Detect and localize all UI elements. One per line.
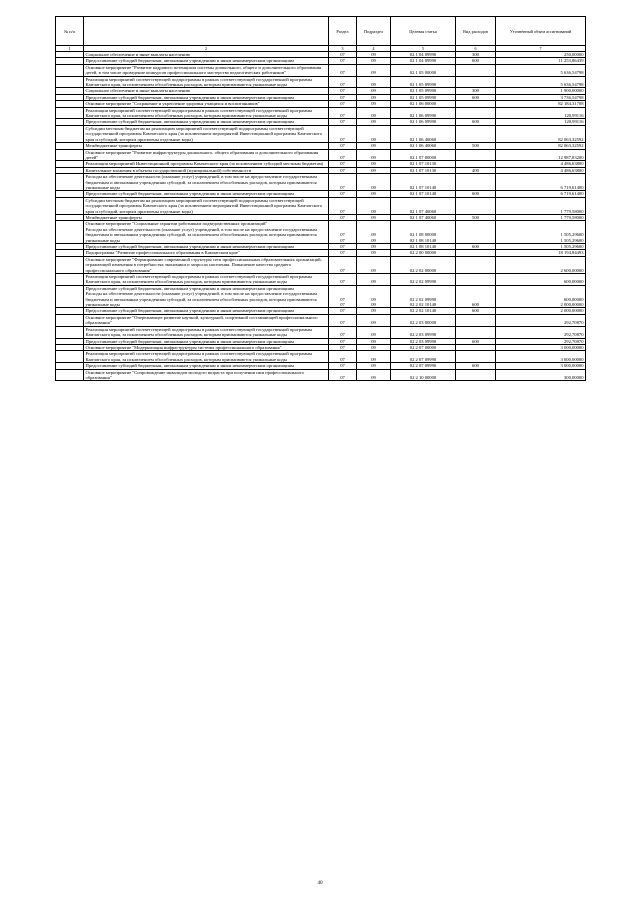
- cell-podrazdel: 09: [357, 58, 391, 64]
- table-row: [56, 285, 586, 308]
- cell-amount: 2 600,00000: [496, 256, 586, 273]
- table-row: [56, 256, 586, 273]
- cell-podrazdel: 09: [357, 88, 391, 94]
- cell-name: Субсидии местным бюджетам на реализацию мероприятий соответствующей подпрограммы соответствующей государственной программы Камчатского края (за исключением мероприятий Инвестиционной программы Камчатского края и субсидий, которым присвоены отдельные коды): [84, 197, 329, 214]
- cell-podrazdel: 09: [357, 76, 391, 88]
- header-razdel: Раздел: [329, 17, 357, 46]
- cell-razdel: 07: [329, 107, 357, 119]
- cell-name: Предоставление субсидий бюджетным, автономным учреждениям и иным некоммерческим организациям: [84, 191, 329, 197]
- cell-num: [56, 369, 84, 381]
- cell-amount: 82 063,32592: [496, 143, 586, 149]
- cell-vid: [456, 274, 496, 286]
- cell-statya: 02 2 02 09990: [391, 274, 456, 286]
- cell-vid: 300: [456, 88, 496, 94]
- cell-statya: 02 2 07 09990: [391, 351, 456, 363]
- cell-statya: 02 1 07 10140: [391, 191, 456, 197]
- table-row: [56, 369, 586, 381]
- cell-num: [56, 274, 84, 286]
- cell-name: Реализация мероприятий соответствующей подпрограммы в рамках соответствующей государственной программы Камчатского края, за исключением обособленных расходов, которым присваиваются уникальные коды: [84, 76, 329, 88]
- table-row: [56, 64, 586, 76]
- cell-name: Основное мероприятие "Развитие кадрового потенциала системы дошкольного, общего и дополнительного образования детей, в том числе проведение конкурсов профессионального мастерства педагогических работников": [84, 64, 329, 76]
- cell-vid: 600: [456, 58, 496, 64]
- cell-vid: [456, 369, 496, 381]
- cell-razdel: 07: [329, 197, 357, 214]
- cell-statya: 02 1 07 10140: [391, 174, 456, 191]
- cell-podrazdel: 09: [357, 197, 391, 214]
- cell-razdel: 07: [329, 88, 357, 94]
- cell-statya: 02 1 07 40060: [391, 197, 456, 214]
- cell-name: Межбюджетные трансферты: [84, 143, 329, 149]
- budget-table-sheet: [55, 16, 585, 381]
- cell-name: Предоставление субсидий бюджетным, автономным учреждениям и иным некоммерческим организациям Расходы на обеспечение деятельности (оказание услуг) учреждений, в том числе на предоставление государственным бюджетным и автономным учреждениям субсидий, за исключением обособленных расходов, которым присваиваются уникальные коды: [84, 285, 329, 308]
- cell-amount: 120,99116: [496, 107, 586, 119]
- table-row: [56, 125, 586, 142]
- cell-name: Основное мероприятие "Сохранение и укрепление здоровья учащихся и воспитанников": [84, 101, 329, 107]
- cell-razdel: 07: [329, 125, 357, 142]
- cell-num: [56, 326, 84, 338]
- cell-statya: 02 1 06 40060: [391, 125, 456, 142]
- budget-table: [55, 16, 586, 381]
- cell-podrazdel: 09: [357, 174, 391, 191]
- cell-statya: 02 1 05 09990: [391, 76, 456, 88]
- cell-vid: [456, 64, 496, 76]
- cell-podrazdel: 09: [357, 161, 391, 167]
- cell-podrazdel: 09: [357, 244, 391, 250]
- cell-amount: 6 719,61400: [496, 191, 586, 197]
- col-number: 3: [329, 46, 357, 52]
- cell-name: Социальное обеспечение и иные выплаты населению: [84, 52, 329, 58]
- cell-vid: [456, 256, 496, 273]
- cell-vid: 500: [456, 214, 496, 220]
- cell-vid: [456, 125, 496, 142]
- cell-amount: 5 636,54798: [496, 76, 586, 88]
- cell-num: [56, 125, 84, 142]
- cell-podrazdel: 09: [357, 167, 391, 173]
- cell-razdel: 07: [329, 314, 357, 326]
- cell-name: Межбюджетные трансферты: [84, 214, 329, 220]
- cell-podrazdel: 09: [357, 119, 391, 125]
- cell-vid: [456, 197, 496, 214]
- header-podrazdel: Подраздел: [357, 17, 391, 46]
- table-row: [56, 107, 586, 119]
- cell-statya: 02 1 05 09990: [391, 94, 456, 100]
- cell-vid: 600: [456, 338, 496, 344]
- cell-razdel: 07 07: [329, 221, 357, 244]
- cell-vid: [456, 326, 496, 338]
- cell-name: Основное мероприятие "Модернизация инфраструктуры системы профессионального образования": [84, 344, 329, 350]
- cell-num: [56, 174, 84, 191]
- cell-vid: [456, 149, 496, 161]
- cell-vid: [456, 107, 496, 119]
- cell-vid: [456, 351, 496, 363]
- cell-razdel: 07: [329, 191, 357, 197]
- cell-statya: 02 1 07 00000: [391, 149, 456, 161]
- cell-amount: 600,00000 2 000,00000: [496, 285, 586, 308]
- cell-statya: 02 2 10 00000: [391, 369, 456, 381]
- header-statya: Целевая статья: [391, 17, 456, 46]
- cell-statya: 02 2 02 10140: [391, 308, 456, 314]
- cell-vid: [456, 221, 496, 244]
- cell-vid: 600: [456, 363, 496, 369]
- cell-amount: 1 505,29600 1 505,29600: [496, 221, 586, 244]
- cell-razdel: 07: [329, 244, 357, 250]
- cell-vid: 600: [456, 244, 496, 250]
- cell-amount: 1 779,58000: [496, 214, 586, 220]
- cell-razdel: 07: [329, 250, 357, 256]
- cell-amount: 600,00000: [496, 274, 586, 286]
- cell-razdel: 07 07: [329, 285, 357, 308]
- cell-name: Основное мероприятие "Развитие инфраструктуры дошкольного, общего образования и дополнительного образования детей": [84, 149, 329, 161]
- cell-statya: 02 1 04 09990: [391, 52, 456, 58]
- cell-amount: 6 719,61400: [496, 174, 586, 191]
- cell-statya: 02 1 06 00000: [391, 101, 456, 107]
- col-number: 6: [456, 46, 496, 52]
- header-row: [56, 17, 586, 46]
- cell-statya: 02 2 02 00000: [391, 256, 456, 273]
- cell-name: Основное мероприятие "Формирование современной структуры сети профессиональных образовательных организаций, отражающей изменения в потребностях экономики и запросах населения. Повышение качества среднего профессионального образования": [84, 256, 329, 273]
- cell-statya: 02 1 05 00000: [391, 64, 456, 76]
- cell-num: [56, 149, 84, 161]
- cell-podrazdel: 09: [357, 94, 391, 100]
- header-amount: Уточнённый объем ассигнований: [496, 17, 586, 46]
- cell-name: Реализация мероприятий соответствующей подпрограммы в рамках соответствующей государственной программы Камчатского края, за исключением обособленных расходов, которым присваиваются уникальные коды: [84, 351, 329, 363]
- cell-num: [56, 197, 84, 214]
- cell-amount: 82 184,31708: [496, 101, 586, 107]
- cell-razdel: 07: [329, 363, 357, 369]
- cell-statya: 02 2 07 00000: [391, 344, 456, 350]
- cell-statya: 02 1 05 09990: [391, 88, 456, 94]
- cell-podrazdel: 09: [357, 363, 391, 369]
- table-row: [56, 76, 586, 88]
- cell-podrazdel: 09: [357, 64, 391, 76]
- cell-vid: 600: [456, 285, 496, 308]
- cell-razdel: 07: [329, 214, 357, 220]
- cell-amount: 250,00000: [496, 52, 586, 58]
- table-row: [56, 149, 586, 161]
- cell-razdel: 07: [329, 256, 357, 273]
- cell-razdel: 07: [329, 338, 357, 344]
- cell-amount: 2 000,00000: [496, 308, 586, 314]
- cell-num: [56, 256, 84, 273]
- cell-podrazdel: 09: [357, 369, 391, 381]
- table-row: [56, 197, 586, 214]
- cell-name: Капитальные вложения в объекты государственной (муниципальной) собственности: [84, 167, 329, 173]
- cell-vid: 600: [456, 119, 496, 125]
- cell-vid: [456, 314, 496, 326]
- cell-podrazdel: 09: [357, 125, 391, 142]
- cell-statya: 02 2 00 00000: [391, 250, 456, 256]
- cell-amount: 1 505,29600: [496, 244, 586, 250]
- cell-podrazdel: 09: [357, 191, 391, 197]
- cell-amount: 292,70870: [496, 314, 586, 326]
- cell-podrazdel: 09: [357, 52, 391, 58]
- table-body: [56, 52, 586, 381]
- cell-vid: 600: [456, 191, 496, 197]
- cell-podrazdel: 09: [357, 101, 391, 107]
- cell-podrazdel: 09: [357, 326, 391, 338]
- header-name: [84, 17, 329, 46]
- cell-name: Предоставление субсидий бюджетным, автономным учреждениям и иным некоммерческим организациям: [84, 58, 329, 64]
- cell-statya: 02 1 08 10140: [391, 244, 456, 250]
- cell-razdel: 07: [329, 161, 357, 167]
- table-row: [56, 174, 586, 191]
- cell-podrazdel: 09 09: [357, 221, 391, 244]
- cell-amount: 12 987,83200: [496, 149, 586, 161]
- cell-statya: 02 1 04 09990: [391, 58, 456, 64]
- cell-name: Социальное обеспечение и иные выплаты населению: [84, 88, 329, 94]
- cell-razdel: 07: [329, 76, 357, 88]
- cell-razdel: 07: [329, 274, 357, 286]
- cell-podrazdel: 09: [357, 338, 391, 344]
- cell-podrazdel: 09: [357, 274, 391, 286]
- cell-statya: 02 1 06 40060: [391, 143, 456, 149]
- col-number: 2: [84, 46, 329, 52]
- cell-vid: [456, 174, 496, 191]
- cell-statya: 02 1 06 09990: [391, 107, 456, 119]
- cell-vid: 600: [456, 94, 496, 100]
- cell-statya: 02 2 02 09990 02 2 02 10140: [391, 285, 456, 308]
- cell-razdel: 07: [329, 143, 357, 149]
- cell-amount: 4 486,63800: [496, 161, 586, 167]
- header-num: № п/п: [56, 17, 84, 46]
- col-number: 5: [391, 46, 456, 52]
- cell-vid: 400: [456, 167, 496, 173]
- cell-amount: 18 194,84493: [496, 250, 586, 256]
- cell-name: Подпрограмма "Развитие профессионального образования в Камчатском крае": [84, 250, 329, 256]
- cell-name: Реализация мероприятий соответствующей подпрограммы в рамках соответствующей государственной программы Камчатского края, за исключением обособленных расходов, которым присваиваются уникальные коды: [84, 326, 329, 338]
- table-row: [56, 274, 586, 286]
- table-row: [56, 314, 586, 326]
- cell-amount: 3 736,54798: [496, 94, 586, 100]
- cell-name: Предоставление субсидий бюджетным, автономным учреждениям и иным некоммерческим организациям: [84, 363, 329, 369]
- cell-razdel: 07: [329, 149, 357, 161]
- cell-vid: 300: [456, 52, 496, 58]
- cell-podrazdel: 09: [357, 314, 391, 326]
- cell-num: [56, 107, 84, 119]
- cell-amount: 11 253,86439: [496, 58, 586, 64]
- cell-name: Предоставление субсидий бюджетным, автономным учреждениям и иным некоммерческим организациям: [84, 308, 329, 314]
- cell-amount: 120,99116: [496, 119, 586, 125]
- cell-name: Основное мероприятие "Социальные гарантии работникам подведомственных организаций" Расходы на обеспечение деятельности (оказание услуг) учреждений, в том числе на предоставление государственным бюджетным и автономным учреждениям субсидий, за исключением обособленных расходов, которым присваиваются уникальные коды: [84, 221, 329, 244]
- cell-num: [56, 314, 84, 326]
- cell-amount: 82 063,32592: [496, 125, 586, 142]
- cell-name: Расходы на обеспечение деятельности (оказание услуг) учреждений, в том числе на предоставление государственным бюджетным и автономным учреждениям субсидий, за исключением обособленных расходов, которым присваиваются уникальные коды: [84, 174, 329, 191]
- cell-name: Основное мероприятие "Сопровождение инвалидов молодого возраста при получении ими профессионального образования": [84, 369, 329, 381]
- page-number: 40: [317, 880, 323, 886]
- cell-amount: 1 900,00000: [496, 88, 586, 94]
- cell-podrazdel: 09: [357, 214, 391, 220]
- cell-razdel: 07: [329, 174, 357, 191]
- col-number: 4: [357, 46, 391, 52]
- header-vid: Вид расходов: [456, 17, 496, 46]
- cell-name: Предоставление субсидий бюджетным, автономным учреждениям и иным некоммерческим организациям: [84, 244, 329, 250]
- col-number: 1: [56, 46, 84, 52]
- cell-num: [56, 221, 84, 244]
- cell-vid: 500: [456, 143, 496, 149]
- cell-razdel: 07: [329, 64, 357, 76]
- cell-name: Реализация мероприятий Инвестиционной программы Камчатского края (за исключением субсидий местным бюджетам): [84, 161, 329, 167]
- col-number: 7: [496, 46, 586, 52]
- cell-name: Основное мероприятие "Опережающее развитие научной, культурной, спортивной составляющей профессионального образования": [84, 314, 329, 326]
- cell-podrazdel: 09: [357, 344, 391, 350]
- cell-amount: 300,00000: [496, 369, 586, 381]
- cell-statya: 02 1 06 09990: [391, 119, 456, 125]
- cell-razdel: 07: [329, 351, 357, 363]
- cell-razdel: 07: [329, 58, 357, 64]
- cell-statya: 02 2 03 00000: [391, 314, 456, 326]
- cell-amount: 292,70870: [496, 338, 586, 344]
- cell-name: Реализация мероприятий соответствующей подпрограммы в рамках соответствующей государственной программы Камчатского края, за исключением обособленных расходов, которым присваиваются уникальные коды: [84, 107, 329, 119]
- cell-razdel: 07: [329, 308, 357, 314]
- cell-amount: 5 636,54798: [496, 64, 586, 76]
- cell-num: [56, 351, 84, 363]
- cell-statya: 02 2 07 09990: [391, 363, 456, 369]
- cell-amount: 1 779,58000: [496, 197, 586, 214]
- table-row: [56, 351, 586, 363]
- cell-podrazdel: 09: [357, 107, 391, 119]
- cell-podrazdel: 09: [357, 143, 391, 149]
- cell-num: [56, 64, 84, 76]
- cell-razdel: 07: [329, 52, 357, 58]
- cell-amount: 3 000,00000: [496, 351, 586, 363]
- cell-amount: 4 486,63800: [496, 167, 586, 173]
- cell-statya: 02 1 07 10130: [391, 161, 456, 167]
- cell-podrazdel: 09: [357, 250, 391, 256]
- cell-name: Субсидии местным бюджетам на реализацию мероприятий соответствующей подпрограммы соответствующей государственной программы Камчатского края (за исключением мероприятий Инвестиционной программы Камчатского края и субсидий, которым присвоены отдельные коды): [84, 125, 329, 142]
- cell-razdel: 07: [329, 167, 357, 173]
- cell-razdel: 07: [329, 94, 357, 100]
- cell-razdel: 07: [329, 369, 357, 381]
- cell-razdel: 07: [329, 344, 357, 350]
- cell-podrazdel: 09: [357, 351, 391, 363]
- cell-amount: 3 000,00000: [496, 363, 586, 369]
- cell-name: Реализация мероприятий соответствующей подпрограммы в рамках соответствующей государственной программы Камчатского края, за исключением обособленных расходов, которым присваиваются уникальные коды: [84, 274, 329, 286]
- cell-razdel: 07: [329, 101, 357, 107]
- cell-name: Предоставление субсидий бюджетным, автономным учреждениям и иным некоммерческим организациям: [84, 119, 329, 125]
- cell-razdel: 07: [329, 119, 357, 125]
- cell-statya: 02 2 03 09990: [391, 338, 456, 344]
- cell-statya: 02 1 08 00000 02 1 08 10140: [391, 221, 456, 244]
- table-row: [56, 326, 586, 338]
- cell-statya: 02 1 07 40060: [391, 214, 456, 220]
- cell-statya: 02 2 03 09990: [391, 326, 456, 338]
- cell-podrazdel: 09 09: [357, 285, 391, 308]
- cell-name: Предоставление субсидий бюджетным, автономным учреждениям и иным некоммерческим организациям: [84, 94, 329, 100]
- cell-amount: 292,70870: [496, 326, 586, 338]
- cell-podrazdel: 09: [357, 149, 391, 161]
- cell-vid: 600: [456, 308, 496, 314]
- cell-statya: 02 1 07 10130: [391, 167, 456, 173]
- cell-name: Предоставление субсидий бюджетным, автономным учреждениям и иным некоммерческим организациям: [84, 338, 329, 344]
- cell-num: [56, 76, 84, 88]
- cell-podrazdel: 09: [357, 256, 391, 273]
- cell-razdel: 07: [329, 326, 357, 338]
- cell-vid: [456, 76, 496, 88]
- cell-podrazdel: 09: [357, 308, 391, 314]
- cell-num: [56, 285, 84, 308]
- cell-amount: 3 000,00000: [496, 344, 586, 350]
- table-row: [56, 221, 586, 244]
